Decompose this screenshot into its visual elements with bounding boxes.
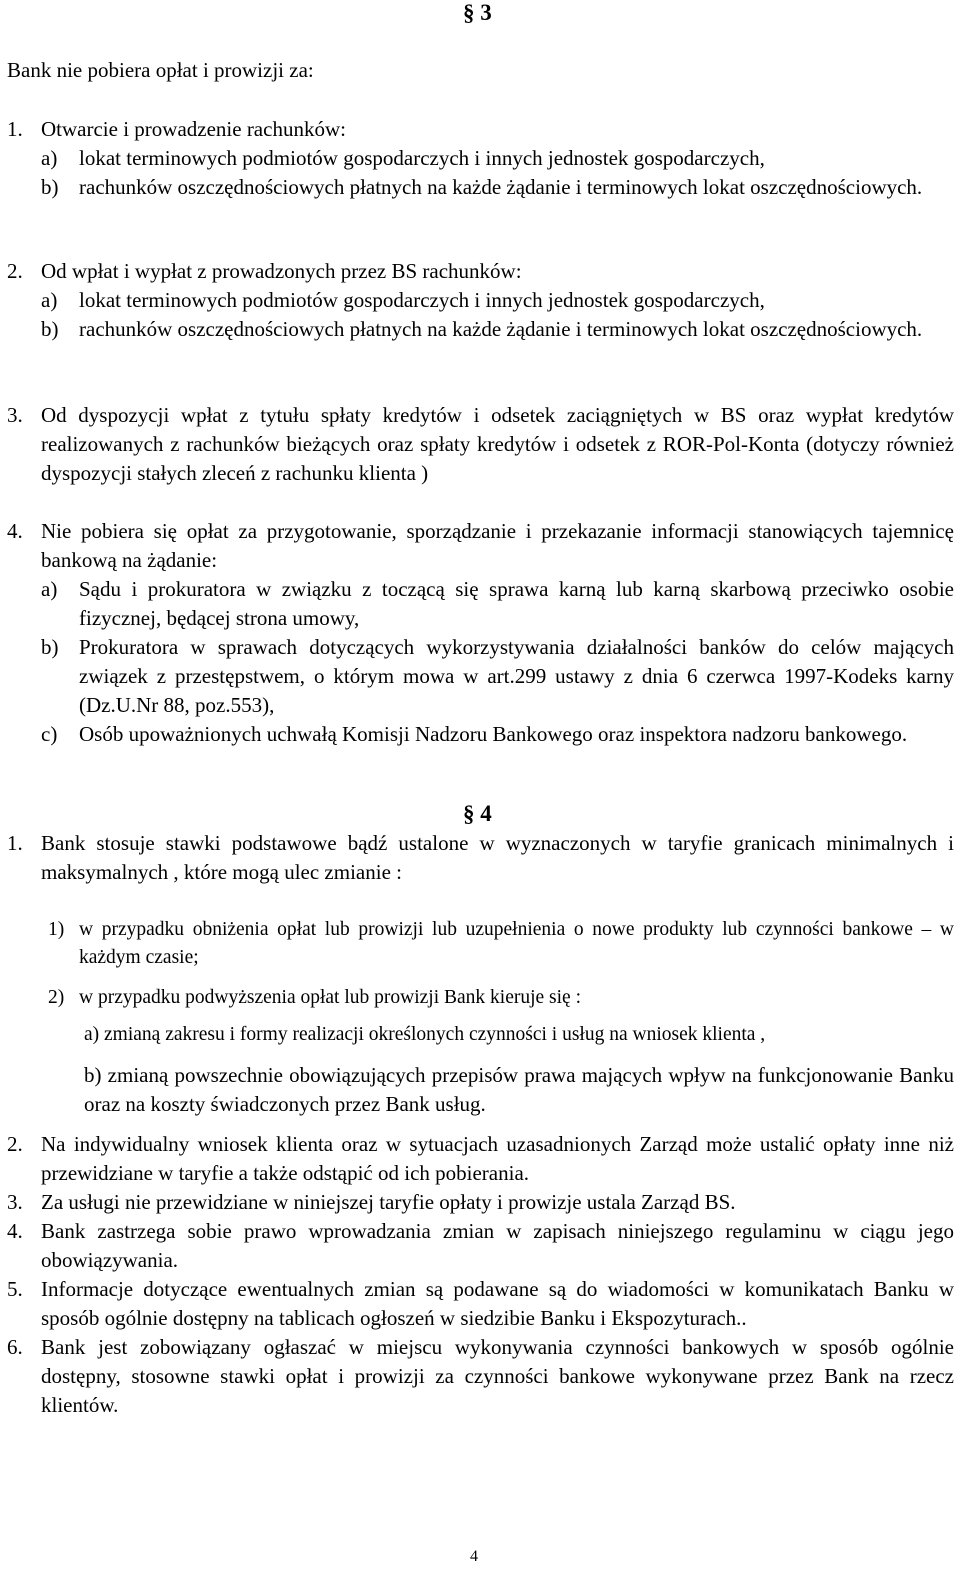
sec4-item-1 xyxy=(7,829,954,887)
sub-label: 2) xyxy=(48,987,65,1008)
sec3-item-3 xyxy=(7,401,954,488)
sub-label: a) xyxy=(41,146,58,170)
sub-label: a) xyxy=(41,288,58,312)
sub-label: a) xyxy=(41,577,58,601)
item-number: 5. xyxy=(7,1277,23,1301)
sub-text: w przypadku podwyższenia opłat lub prowizji Bank kieruje się : xyxy=(79,987,581,1008)
sub-text: lokat terminowych podmiotów gospodarczych i innych jednostek gospodarczych, xyxy=(79,288,765,312)
item-number: 2. xyxy=(7,259,23,283)
sec4-items-list xyxy=(7,1130,954,1420)
item-number: 6. xyxy=(7,1335,23,1359)
section-3-heading: § 3 xyxy=(463,0,492,25)
sec4-item-1-sub-2 xyxy=(48,984,954,1012)
section-4-heading: § 4 xyxy=(463,801,492,826)
sec3-item-2 xyxy=(7,257,954,341)
item-text: Od wpłat i wypłat z prowadzonych przez BS rachunków: xyxy=(41,259,522,283)
sec4-item-1-sub-2a: a) zmianą zakresu i formy realizacji określonych czynności i usług na wniosek klienta , xyxy=(84,1024,766,1045)
item-number: 3. xyxy=(7,1190,23,1214)
sec3-item-1 xyxy=(7,115,954,199)
item-text: Otwarcie i prowadzenie rachunków: xyxy=(41,117,346,141)
item-text: Bank zastrzega sobie prawo wprowadzania zmian w zapisach niniejszego regulaminu w ciągu jego obowiązywania. xyxy=(41,1219,954,1272)
sec4-item-6 xyxy=(7,1333,954,1420)
sub-text: lokat terminowych podmiotów gospodarczych i innych jednostek gospodarczych, xyxy=(79,146,765,170)
item-text: Za usługi nie przewidziane w niniejszej taryfie opłaty i prowizje ustala Zarząd BS. xyxy=(41,1190,736,1214)
sub-item xyxy=(41,144,954,173)
sub-label: b) xyxy=(41,175,59,199)
sub-text: rachunków oszczędnościowych płatnych na każde żądanie i terminowych lokat oszczędnościowych. xyxy=(79,175,923,199)
sec4-item-4 xyxy=(7,1217,954,1275)
item-text: Informacje dotyczące ewentualnych zmian są podawane są do wiadomości w komunikatach Banku w sposób ogólnie dostępny na tablicach ogłoszeń w siedzibie Banku i Ekspozyturach.. xyxy=(41,1277,954,1330)
sec3-item-4 xyxy=(7,517,954,749)
item-text: Na indywidualny wniosek klienta oraz w sytuacjach uzasadnionych Zarząd może ustalić opłaty inne niż przewidziane w taryfie a także odstąpić od ich pobierania. xyxy=(41,1132,954,1185)
sub-text: Sądu i prokuratora w związku z toczącą się sprawa karną lub karną skarbową przeciwko osobie fizycznej, będącej strona umowy, xyxy=(79,577,954,630)
sub-label: c) xyxy=(41,722,58,746)
item-number: 1. xyxy=(7,117,23,141)
item-text: Bank jest zobowiązany ogłaszać w miejscu wykonywania czynności bankowych w sposób ogólnie dostępny, stosowne stawki opłat i prowizji za czynności bankowe wykonywane przez Bank na rzecz klientów. xyxy=(41,1335,954,1417)
sec4-item-1-sub-2b: b) zmianą powszechnie obowiązujących przepisów prawa mających wpływ na funkcjonowanie Banku oraz na koszty świadczonych przez Bank usług. xyxy=(84,1063,954,1116)
item-text: Nie pobiera się opłat za przygotowanie, sporządzanie i przekazanie informacji stanowiących tajemnicę bankową na żądanie: xyxy=(41,519,954,572)
sec4-item-5 xyxy=(7,1275,954,1333)
item-number: 4. xyxy=(7,519,23,543)
item-text: Od dyspozycji wpłat z tytułu spłaty kredytów i odsetek zaciągniętych w BS oraz wypłat kredytów realizowanych z rachunków bieżących oraz spłaty kredytów i odsetek z ROR-Pol-Konta (dotyczy również dyspozycji stałych zleceń z rachunku klienta ) xyxy=(41,403,954,485)
sec4-item-2 xyxy=(7,1130,954,1188)
sub-item xyxy=(41,575,954,633)
sub-item xyxy=(41,315,954,344)
sub-label: b) xyxy=(41,635,59,659)
sub-text: Osób upoważnionych uchwałą Komisji Nadzoru Bankowego oraz inspektora nadzoru bankowego. xyxy=(79,722,908,746)
item-number: 3. xyxy=(7,403,23,427)
item-text: Bank stosuje stawki podstawowe bądź ustalone w wyznaczonych w taryfie granicach minimalnych i maksymalnych , które mogą ulec zmianie : xyxy=(41,831,954,884)
sub-item xyxy=(41,173,954,202)
sub-label: b) xyxy=(41,317,59,341)
sub-label: 1) xyxy=(48,919,65,940)
sub-text: rachunków oszczędnościowych płatnych na każde żądanie i terminowych lokat oszczędnościowych. xyxy=(79,317,923,341)
sec4-item-3 xyxy=(7,1188,954,1217)
sub-item xyxy=(41,286,954,315)
sub-text: Prokuratora w sprawach dotyczących wykorzystywania działalności banków do celów mających związek z przestępstwem, o którym mowa w art.299 ustawy z dnia 6 czerwca 1997-Kodeks karny (Dz.U.Nr 88, poz.553), xyxy=(79,635,954,717)
sub-item xyxy=(41,633,954,720)
sub-item xyxy=(41,720,954,749)
item-number: 4. xyxy=(7,1219,23,1243)
section-3-intro: Bank nie pobiera opłat i prowizji za: xyxy=(7,58,314,82)
sec4-item-1-sub-1 xyxy=(48,916,954,972)
page-number: 4 xyxy=(470,1548,478,1565)
item-number: 2. xyxy=(7,1132,23,1156)
item-number: 1. xyxy=(7,831,23,855)
sub-text: w przypadku obniżenia opłat lub prowizji lub uzupełnienia o nowe produkty lub czynności bankowe – w każdym czasie; xyxy=(79,919,954,968)
